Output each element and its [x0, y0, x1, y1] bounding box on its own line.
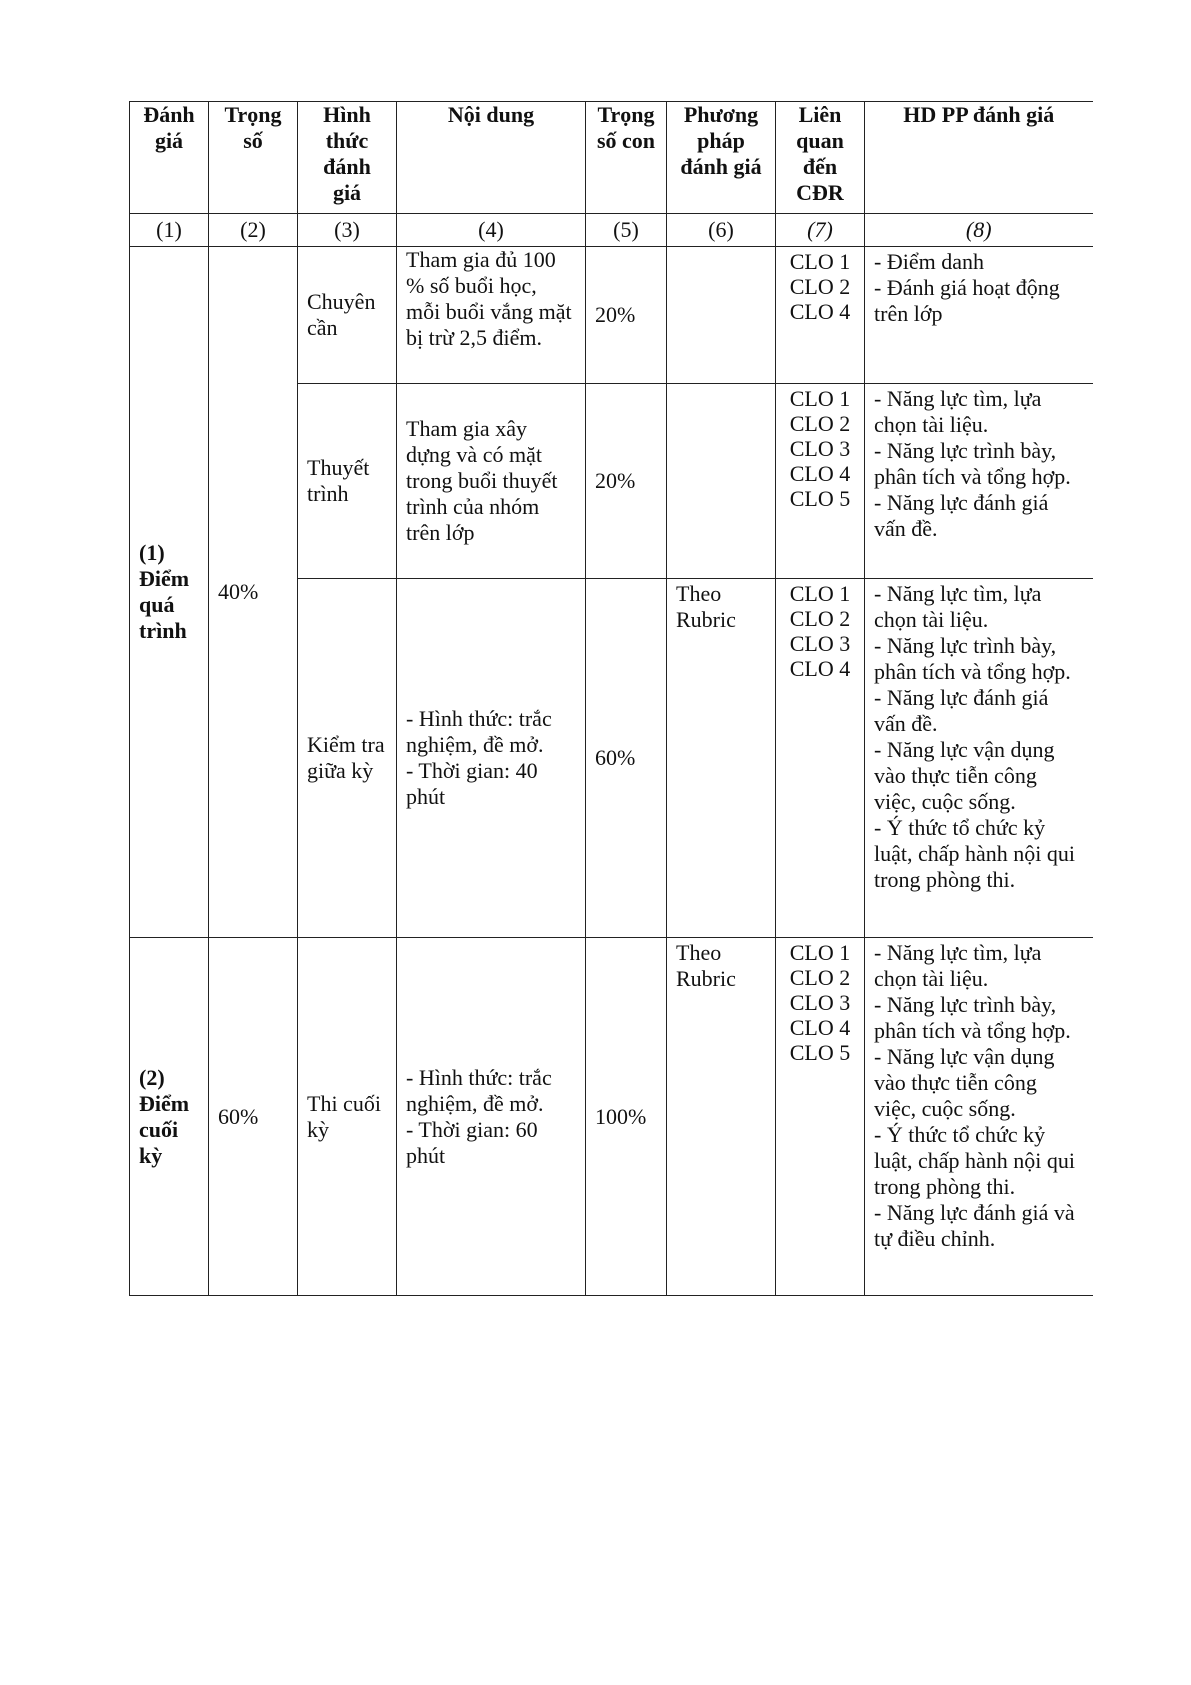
- group-number: (2): [139, 1064, 165, 1090]
- guide-line: - Năng lực đánh giá vấn đề.: [874, 685, 1049, 736]
- header-cell: Hình thức đánh giá: [298, 102, 397, 214]
- clo-item: CLO 4: [789, 656, 851, 681]
- assessment-method: Theo Rubric: [667, 938, 776, 1296]
- assessment-guide: [865, 247, 1093, 384]
- group-number: (1): [139, 540, 165, 565]
- group-label-line: cuối: [139, 1116, 179, 1142]
- clo-item: CLO 4: [789, 299, 851, 324]
- table-row: [130, 938, 1093, 1296]
- guide-line: - Điểm danh: [874, 249, 984, 274]
- assessment-guide: [865, 384, 1093, 579]
- clo-item: CLO 4: [789, 461, 851, 486]
- guide-line: - Năng lực vận dụng vào thực tiễn công việc, cuộc sống.: [874, 737, 1055, 814]
- sub-weight: 20%: [586, 384, 667, 579]
- header-row: [130, 102, 1093, 214]
- guide-line: - Năng lực đánh giá vấn đề.: [874, 490, 1049, 541]
- guide-line: - Năng lực tìm, lựa chọn tài liệu.: [874, 386, 1042, 437]
- content-line: - Thời gian: 60 phút: [406, 1116, 538, 1168]
- clo-item: CLO 5: [789, 1040, 851, 1065]
- header-cell: Trọng số con: [586, 102, 667, 214]
- guide-line: - Năng lực đánh giá và tự điều chỉnh.: [874, 1200, 1075, 1251]
- assessment-method: [667, 247, 776, 384]
- header-cell: Trọng số: [209, 102, 298, 214]
- clo-item: CLO 3: [789, 631, 851, 656]
- clo-item: CLO 5: [789, 486, 851, 511]
- table-row: [130, 247, 1093, 384]
- column-number: (5): [586, 214, 667, 247]
- content-line: - Hình thức: trắc nghiệm, đề mở.: [406, 1064, 552, 1116]
- guide-line: - Năng lực vận dụng vào thực tiễn công việc, cuộc sống.: [874, 1044, 1055, 1121]
- sub-weight: 60%: [586, 579, 667, 938]
- assessment-group-label: [130, 247, 209, 938]
- assessment-guide: [865, 579, 1093, 938]
- guide-line: - Năng lực trình bày, phân tích và tổng hợp.: [874, 438, 1071, 489]
- sub-weight: 20%: [586, 247, 667, 384]
- assessment-method: Theo Rubric: [667, 579, 776, 938]
- guide-line: - Ý thức tổ chức kỷ luật, chấp hành nội qui trong phòng thi.: [874, 1122, 1076, 1199]
- content-line: - Hình thức: trắc nghiệm, đề mở.: [406, 706, 552, 757]
- clo-item: CLO 1: [789, 386, 851, 411]
- assessment-group-label: [130, 938, 209, 1296]
- clo-item: CLO 2: [789, 606, 851, 631]
- assessment-content: [397, 938, 586, 1296]
- group-label-line: Điểm: [139, 566, 190, 591]
- group-weight: 60%: [209, 938, 298, 1296]
- assessment-form: Kiểm tra giữa kỳ: [298, 579, 397, 938]
- guide-line: - Năng lực trình bày, phân tích và tổng hợp.: [874, 633, 1071, 684]
- clo-list: [776, 247, 865, 384]
- clo-item: CLO 3: [789, 436, 851, 461]
- guide-line: - Ý thức tổ chức kỷ luật, chấp hành nội qui trong phòng thi.: [874, 815, 1076, 892]
- guide-line: - Năng lực tìm, lựa chọn tài liệu.: [874, 940, 1042, 991]
- group-label-line: Điểm: [139, 1090, 190, 1116]
- clo-item: CLO 4: [789, 1015, 851, 1040]
- clo-item: CLO 2: [789, 274, 851, 299]
- assessment-form: Thi cuối kỳ: [298, 938, 397, 1296]
- guide-line: - Đánh giá hoạt động trên lớp: [874, 275, 1060, 326]
- group-weight: 40%: [209, 247, 298, 938]
- column-number-row: [130, 214, 1093, 247]
- clo-item: CLO 2: [789, 411, 851, 436]
- column-number: (8): [865, 214, 1093, 247]
- header-cell: Nội dung: [397, 102, 586, 214]
- assessment-form: Chuyên cần: [298, 247, 397, 384]
- guide-line: - Năng lực tìm, lựa chọn tài liệu.: [874, 581, 1042, 632]
- header-cell: Liên quan đến CĐR: [776, 102, 865, 214]
- clo-list: [776, 938, 865, 1296]
- header-cell: HD PP đánh giá: [865, 102, 1093, 214]
- assessment-form: Thuyết trình: [298, 384, 397, 579]
- group-label-line: quá: [139, 592, 175, 617]
- assessment-content: [397, 247, 586, 384]
- clo-item: CLO 2: [789, 965, 851, 990]
- column-number: (1): [130, 214, 209, 247]
- header-cell: Phương pháp đánh giá: [667, 102, 776, 214]
- header-cell: Đánh giá: [130, 102, 209, 214]
- group-label-line: trình: [139, 618, 187, 643]
- content-line: - Thời gian: 40 phút: [406, 758, 538, 809]
- clo-item: CLO 3: [789, 990, 851, 1015]
- sub-weight: 100%: [586, 938, 667, 1296]
- column-number: (7): [776, 214, 865, 247]
- clo-list: [776, 384, 865, 579]
- group-label-line: kỳ: [139, 1142, 163, 1168]
- assessment-method: [667, 384, 776, 579]
- column-number: (2): [209, 214, 298, 247]
- assessment-table: [129, 101, 1093, 1296]
- content-line: Tham gia xây dựng và có mặt trong buổi thuyết trình của nhóm trên lớp: [406, 416, 558, 545]
- guide-line: - Năng lực trình bày, phân tích và tổng hợp.: [874, 992, 1071, 1043]
- column-number: (3): [298, 214, 397, 247]
- clo-item: CLO 1: [789, 581, 851, 606]
- assessment-content: [397, 384, 586, 579]
- assessment-guide: [865, 938, 1093, 1296]
- column-number: (6): [667, 214, 776, 247]
- clo-list: [776, 579, 865, 938]
- clo-item: CLO 1: [789, 249, 851, 274]
- content-line: Tham gia đủ 100 % số buổi học, mỗi buổi vắng mặt bị trừ 2,5 điểm.: [406, 247, 572, 350]
- assessment-content: [397, 579, 586, 938]
- column-number: (4): [397, 214, 586, 247]
- clo-item: CLO 1: [789, 940, 851, 965]
